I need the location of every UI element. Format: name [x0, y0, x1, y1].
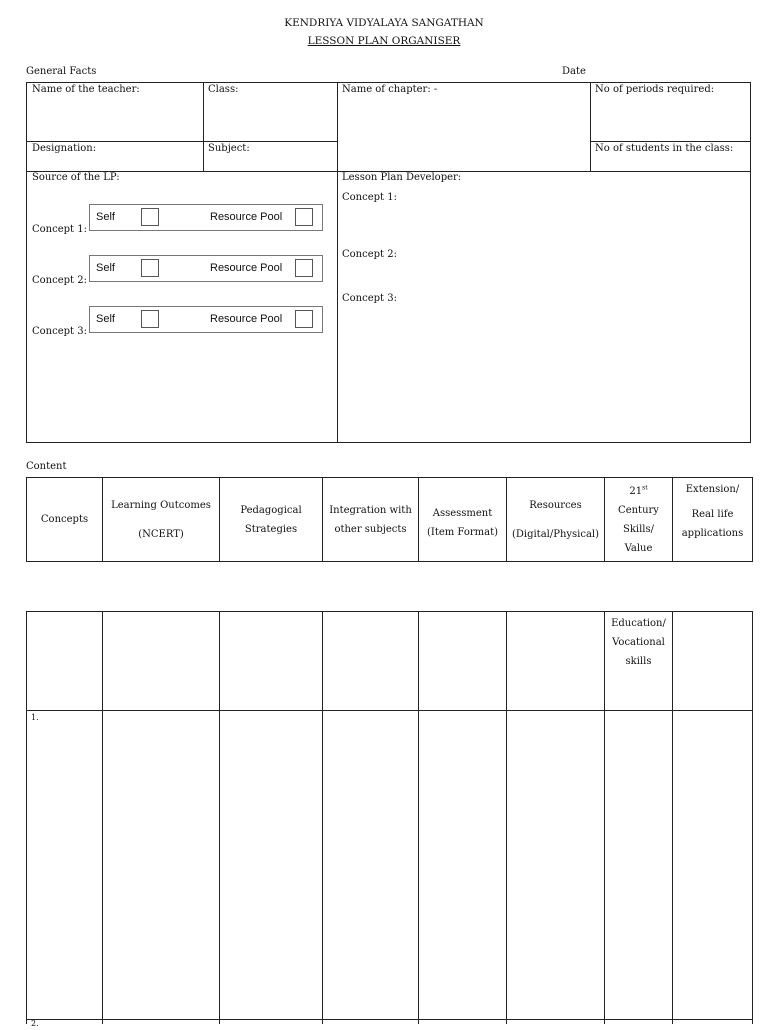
chapter-name-field[interactable]: Name of chapter: -: [342, 84, 438, 95]
designation-field[interactable]: Designation:: [32, 143, 97, 154]
self-checkbox-1[interactable]: [141, 208, 159, 226]
developer-concept-2-field[interactable]: Concept 2:: [342, 249, 397, 260]
row-number-2: 2.: [31, 1019, 39, 1028]
header-century-line-2: Skills/: [622, 523, 654, 535]
header-edu-line-3: skills: [625, 655, 652, 667]
self-label: Self: [96, 262, 115, 274]
resource-pool-checkbox-2[interactable]: [295, 259, 313, 277]
row-number-1: 1.: [31, 713, 39, 722]
self-checkbox-2[interactable]: [141, 259, 159, 277]
developer-concept-3-field[interactable]: Concept 3:: [342, 293, 397, 304]
century-sup: st: [642, 484, 648, 492]
header-assessment: [419, 478, 506, 561]
header-assessment-line-2: (Item Format): [426, 526, 498, 538]
resource-pool-checkbox-3[interactable]: [295, 310, 313, 328]
header-resources-line-1: Resources: [529, 499, 582, 511]
header-21st-century-skills: [605, 478, 672, 561]
header-concepts-text: Concepts: [40, 514, 89, 525]
resource-pool-label: Resource Pool: [210, 313, 283, 325]
form-title-text: LESSON PLAN ORGANISER: [307, 35, 461, 47]
header-pedagogy-line-1: Pedagogical: [240, 504, 302, 516]
self-label: Self: [96, 211, 115, 223]
class-field[interactable]: Class:: [208, 84, 239, 95]
subject-field[interactable]: Subject:: [208, 143, 250, 154]
header-outcomes-line-1: Learning Outcomes: [111, 499, 211, 511]
org-name: KENDRIYA VIDYALAYA SANGATHAN: [284, 17, 484, 29]
source-concept-3-box: [89, 306, 323, 333]
source-concept-1-box: [89, 204, 323, 231]
resource-pool-label: Resource Pool: [210, 262, 283, 274]
header-extension: [673, 478, 752, 561]
self-label: Self: [96, 313, 115, 325]
source-concept-2-box: [89, 255, 323, 282]
header-outcomes-line-2: (NCERT): [138, 528, 184, 540]
header-resources-line-2: (Digital/Physical): [511, 528, 600, 540]
form-title: [0, 35, 768, 47]
developer-label: Lesson Plan Developer:: [342, 172, 462, 183]
header-extension-line-1: Extension/: [685, 484, 740, 495]
source-concept-2-label: Concept 2:: [32, 275, 87, 286]
header-integration-line-1: Integration with: [329, 504, 412, 516]
students-count-field[interactable]: No of students in the class:: [595, 143, 734, 154]
header-education-vocational: [605, 612, 672, 672]
header-extension-line-2: Real life: [691, 509, 734, 520]
header-century-number: [618, 482, 659, 501]
resource-pool-label: Resource Pool: [210, 211, 283, 223]
content-label: Content: [26, 461, 67, 472]
header-century-line-1: Century: [618, 504, 659, 516]
header-edu-line-1: Education/: [611, 617, 666, 629]
teacher-name-field[interactable]: Name of the teacher:: [32, 84, 140, 95]
header-edu-line-2: Vocational: [612, 636, 665, 648]
source-concept-1-label: Concept 1:: [32, 224, 87, 235]
developer-concept-1-field[interactable]: Concept 1:: [342, 192, 397, 203]
header-pedagogy-line-2: Strategies: [244, 523, 298, 535]
header-resources: [507, 478, 604, 561]
header-integration-line-2: other subjects: [334, 523, 407, 535]
self-checkbox-3[interactable]: [141, 310, 159, 328]
century-num: 21: [629, 485, 643, 497]
header-integration: [323, 478, 418, 561]
header-learning-outcomes: [103, 478, 219, 561]
header-assessment-line-1: Assessment: [432, 507, 493, 519]
date-label: Date: [562, 66, 586, 77]
periods-required-field[interactable]: No of periods required:: [595, 84, 715, 95]
source-label: Source of the LP:: [32, 172, 120, 183]
header-concepts: [27, 478, 102, 561]
source-concept-3-label: Concept 3:: [32, 326, 87, 337]
header-century-line-3: Value: [624, 542, 653, 554]
header-extension-line-3: applications: [681, 528, 744, 539]
resource-pool-checkbox-1[interactable]: [295, 208, 313, 226]
general-facts-label: General Facts: [26, 66, 97, 77]
header-pedagogical-strategies: [220, 478, 322, 561]
